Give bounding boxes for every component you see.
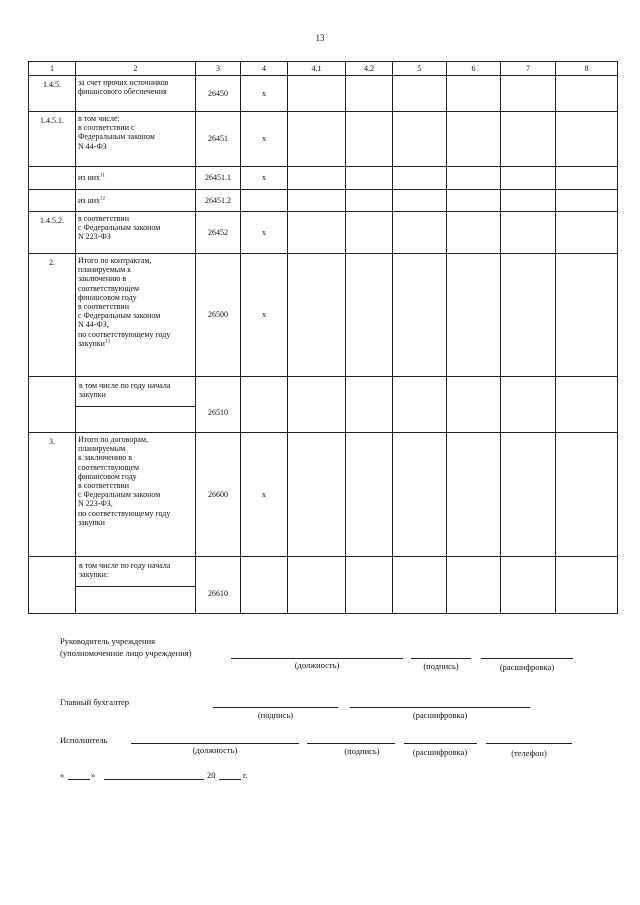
accountant-decoding-line — [350, 707, 530, 708]
row-name: в соответствии с Федеральным законом N 223-ФЗ — [76, 212, 196, 254]
table-row — [29, 76, 618, 112]
row-code: 26610 — [196, 557, 241, 614]
planning-table — [28, 61, 618, 614]
header-cell: 1 — [29, 62, 76, 76]
table-row — [29, 254, 618, 377]
caption-executor-position: (должность) — [192, 745, 238, 755]
table-row — [29, 190, 618, 212]
header-cell: 4 — [241, 62, 288, 76]
date-month-line — [104, 779, 204, 780]
row-col4: x — [241, 433, 288, 557]
row-number: 2. — [29, 254, 76, 377]
subrow-divider — [76, 406, 195, 407]
caption-position: (должность) — [294, 660, 340, 670]
row-code: 26600 — [196, 433, 241, 557]
header-cell: 7 — [501, 62, 556, 76]
row-code: 26500 — [196, 254, 241, 377]
caption-decoding: (расшифровка) — [499, 662, 555, 672]
caption-executor-phone: (телефон) — [511, 748, 547, 758]
caption-signature: (подпись) — [423, 661, 459, 671]
date-day-line — [68, 779, 90, 780]
executor-position-line — [131, 743, 299, 744]
row-col4: x — [241, 76, 288, 112]
row-number: 1.4.5.1. — [29, 112, 76, 167]
table-row — [29, 433, 618, 557]
row-name: из них$^{12}$ — [76, 190, 196, 212]
table-header-row — [29, 62, 618, 76]
row-code: 26452 — [196, 212, 241, 254]
row-name: Итого по контрактам, планируемым к заключению в соответствующем финансовом году в соответствии с Федеральным законом N 44-ФЗ, по соответствующему году закупки$^{13}$ — [76, 254, 196, 377]
position-line — [231, 658, 403, 659]
row-name: Итого по договорам, планируемым к заключению в соответствующем финансовом году в соответствии с Федеральным законом N 223-ФЗ, по соответствующему году закупки — [76, 433, 196, 557]
row-col4: x — [241, 167, 288, 190]
header-cell: 4.2 — [346, 62, 393, 76]
row-number: 1.4.5. — [29, 76, 76, 112]
header-cell: 2 — [76, 62, 196, 76]
header-cell: 6 — [447, 62, 501, 76]
table-row — [29, 377, 618, 433]
row-name: в том числе: в соответствии с Федеральным законом N 44-ФЗ — [76, 112, 196, 167]
row-code: 26451 — [196, 112, 241, 167]
row-number: 1.4.5.2. — [29, 212, 76, 254]
row-col4 — [241, 190, 288, 212]
caption-executor-signature: (подпись) — [344, 746, 380, 756]
accountant-signature-line — [213, 707, 338, 708]
row-col4: x — [241, 254, 288, 377]
row-code: 26451.1 — [196, 167, 241, 190]
subrow-divider — [76, 586, 195, 587]
row-code: 26451.2 — [196, 190, 241, 212]
caption-accountant-signature: (подпись) — [257, 710, 294, 720]
footnote-ref: 12 — [100, 196, 106, 202]
table-row — [29, 112, 618, 167]
signature-line — [411, 658, 471, 659]
row-name: в том числе по году начала закупки — [76, 377, 196, 433]
date-close-quote: » — [91, 770, 96, 780]
executor-phone-line — [486, 743, 572, 744]
row-code: 26510 — [196, 377, 241, 433]
row-col4: x — [241, 112, 288, 167]
head-label-authorized: (уполномоченное лицо учреждения) — [60, 648, 192, 658]
decoding-line — [481, 658, 573, 659]
header-cell: 8 — [556, 62, 618, 76]
executor-signature-line — [307, 743, 395, 744]
row-number: 3. — [29, 433, 76, 557]
caption-executor-decoding: (расшифровка) — [412, 747, 468, 757]
executor-decoding-line — [404, 743, 477, 744]
table-row — [29, 212, 618, 254]
date-open-quote: « — [60, 770, 65, 780]
footnote-ref: 11 — [100, 173, 105, 179]
header-cell: 3 — [196, 62, 241, 76]
header-cell: 4.1 — [288, 62, 346, 76]
row-name: в том числе по году начала закупки: — [76, 557, 196, 614]
table-row — [29, 557, 618, 614]
row-code: 26450 — [196, 76, 241, 112]
table-row — [29, 167, 618, 190]
row-name: из них$^{11}$ — [76, 167, 196, 190]
date-suffix: г. — [243, 770, 248, 780]
page-number: 13 — [315, 33, 325, 43]
footnote-ref: 13 — [104, 339, 110, 345]
head-label: Руководитель учреждения — [60, 636, 156, 646]
date-year-line — [219, 779, 241, 780]
header-cell: 5 — [393, 62, 447, 76]
row-name: за счет прочих источников финансового обеспечения — [76, 76, 196, 112]
caption-accountant-decoding: (расшифровка) — [412, 710, 468, 720]
date-year-prefix: 20 — [207, 770, 216, 780]
executor-label: Исполнитель — [60, 735, 108, 745]
row-col4: x — [241, 212, 288, 254]
accountant-label: Главный бухгалтер — [60, 697, 130, 707]
